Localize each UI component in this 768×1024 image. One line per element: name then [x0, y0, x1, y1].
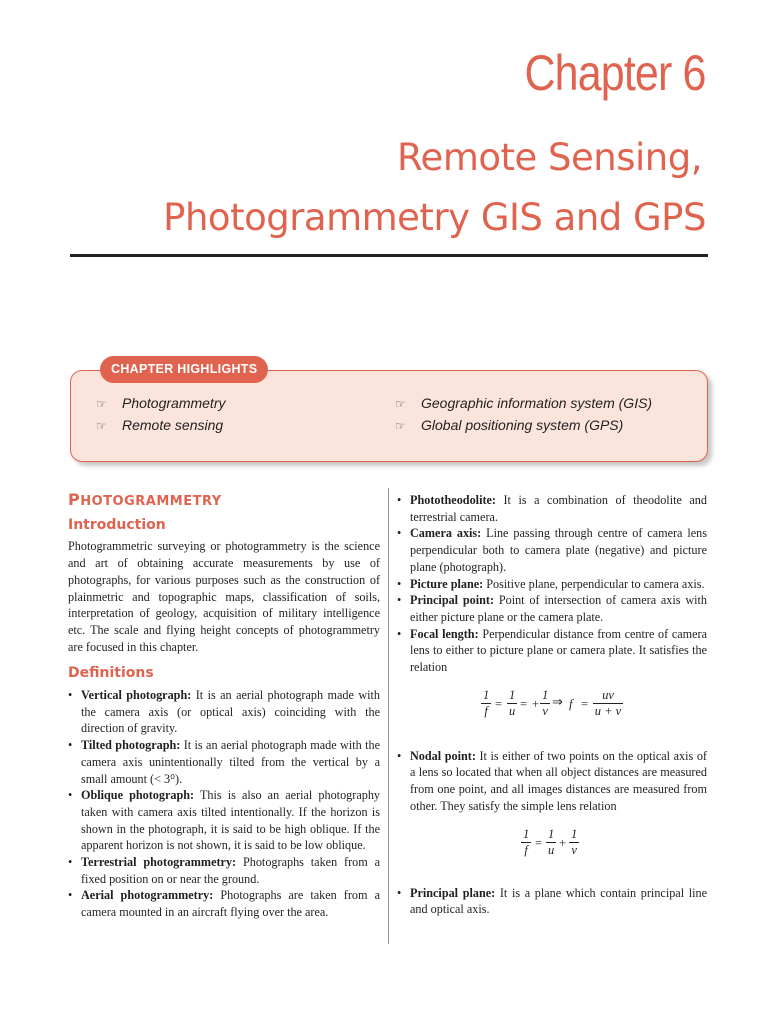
fraction: $\frac{1}{v}$ — [542, 687, 549, 718]
highlight-item — [96, 417, 223, 433]
lens-formula-1 — [397, 688, 707, 732]
variable-f: f — [569, 696, 573, 711]
definition-item: • Principal plane: It is a plane which contain principal line and optical axis. — [397, 885, 707, 918]
definition-item: • Oblique photograph: This is also an aerial photography taken with camera axis tilted intentionally. If the horizon is shown in the photograph, it is said to be high oblique. If the apparent horizon is not shown, it is said to be low oblique. — [68, 787, 380, 854]
definitions-list-continued-2 — [397, 748, 707, 815]
definition-item: • Phototheodolite: It is a combination of theodolite and terrestrial camera. — [397, 492, 707, 525]
chapter-title-line-2: Photogrammetry GIS and GPS — [163, 196, 706, 239]
highlight-item — [96, 395, 225, 411]
fraction: $\frac{1}{f}$ — [523, 826, 530, 857]
fraction: $\frac{1}{v}$ — [571, 826, 578, 857]
plus-sign: + — [532, 696, 540, 711]
fraction: $\frac{uv}{u + v}$ — [594, 687, 622, 718]
fraction: $\frac{1}{u}$ — [548, 826, 555, 857]
equals-sign: = — [520, 696, 528, 711]
section-heading: PHOTOGRAMMETRY — [68, 490, 222, 509]
title-divider — [70, 254, 708, 257]
highlight-item-label: Remote sensing — [122, 417, 224, 433]
highlight-item-label: Geographic information system (GIS) — [421, 395, 653, 411]
pointing-hand-icon: ☞ — [96, 419, 107, 433]
highlight-item-label: Photogrammetry — [122, 395, 226, 411]
pointing-hand-icon: ☞ — [395, 419, 406, 433]
definition-item: • Tilted photograph: It is an aerial photograph made with the camera axis unintentionally tilted from the vertical by a small amount (< 3⁰). — [68, 737, 380, 787]
definitions-list-continued-3 — [397, 885, 707, 918]
highlight-item-label: Global positioning system (GPS) — [421, 417, 624, 433]
definition-item: • Picture plane: Positive plane, perpendicular to camera axis. — [397, 576, 707, 593]
equals-sign: = — [535, 835, 543, 850]
chapter-title-line-1: Remote Sensing, — [397, 136, 702, 179]
highlight-item — [395, 417, 623, 433]
definition-item: • Terrestrial photogrammetry: Photographs taken from a fixed position on or near the ground. — [68, 854, 380, 887]
pointing-hand-icon: ☞ — [96, 397, 107, 411]
definition-item: • Principal point: Point of intersection of camera axis with either picture plane or the camera plate. — [397, 592, 707, 625]
column-divider — [388, 488, 389, 944]
definition-item: • Camera axis: Line passing through centre of camera lens perpendicular both to camera plate (negative) and picture plane (photograph). — [397, 525, 707, 575]
definition-item: • Nodal point: It is either of two points on the optical axis of a lens so located that when all object distances are measured from one point, and all images distances are measured from other. They satisfy the simple lens relation — [397, 748, 707, 815]
fraction: $\frac{1}{f}$ — [483, 687, 490, 718]
right-column — [397, 492, 707, 918]
definition-item: • Focal length: Perpendicular distance from centre of camera lens to either to picture plane or camera plate. It satisfies the relation — [397, 626, 707, 676]
definitions-list — [68, 687, 380, 921]
definitions-list-continued — [397, 492, 707, 676]
chapter-highlights-box — [70, 370, 708, 462]
chapter-highlights-tab: CHAPTER HIGHLIGHTS — [100, 356, 268, 383]
fraction: $\frac{1}{u}$ — [509, 687, 516, 718]
introduction-paragraph: Photogrammetric surveying or photogrammetry is the science and art of obtaining accurate measurements by use of photographs, for various purposes such as the construction of plainmetric and topographic maps, classification of soils, interpretation of geology, acquisition of military intelligence etc. The scale and flying height concepts of photogrammetry are focused in this chapter. — [68, 539, 380, 654]
definition-item: • Aerial photogrammetry: Photographs are taken from a camera mounted in an aircraft flying over the area. — [68, 887, 380, 920]
equals-sign: = — [495, 696, 503, 711]
pointing-hand-icon: ☞ — [395, 397, 406, 411]
highlight-item — [395, 395, 652, 411]
lens-formula-2 — [397, 827, 707, 871]
equals-sign: = — [581, 696, 589, 711]
introduction-heading: Introduction — [68, 516, 166, 533]
implies-arrow: ⇒ — [552, 693, 563, 709]
definitions-heading: Definitions — [68, 665, 154, 682]
definition-item: • Vertical photograph: It is an aerial photograph made with the camera axis (or optical axis) coinciding with the direction of gravity. — [68, 687, 380, 737]
chapter-number: Chapter 6 — [524, 45, 706, 101]
plus-sign: + — [559, 835, 567, 850]
left-column — [68, 492, 380, 921]
